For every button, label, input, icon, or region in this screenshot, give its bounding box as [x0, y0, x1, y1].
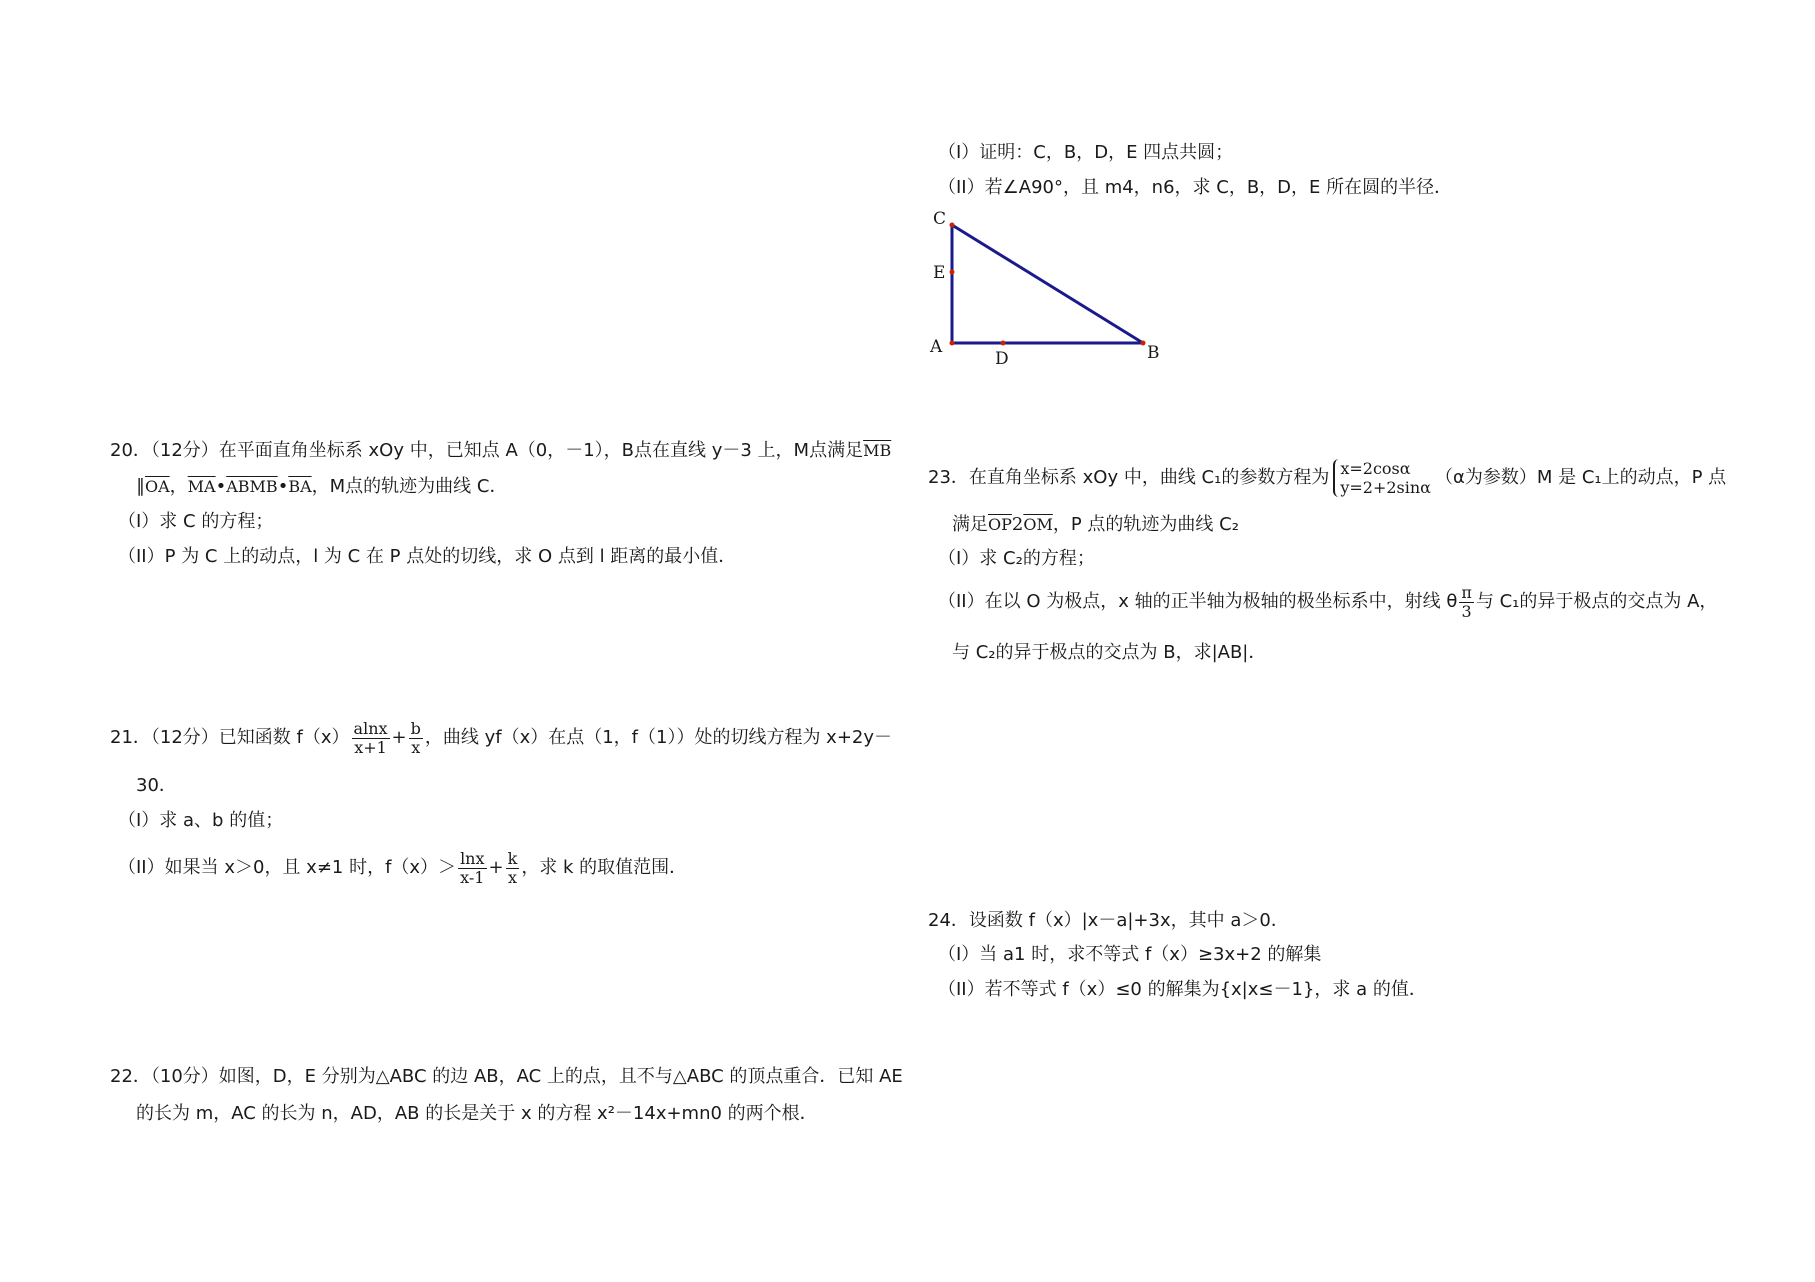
q23-part2: （II）在以 O 为极点，x 轴的正半轴为极轴的极坐标系中，射线 θ $\frac{\pi}{3}$ 与 C₁的异于极点的交点为 A，: [938, 582, 1718, 621]
vector-ab: $\overline{AB}$: [226, 477, 250, 496]
q21-part1: （I）求 a、b 的值；: [118, 810, 284, 831]
q24-line1: 24．设函数 f（x）|x－a|+3x，其中 a＞0．: [928, 910, 1289, 931]
label-a: A: [930, 337, 943, 357]
q21-part2: （II）如果当 x＞0，且 x≠1 时，f（x）＞ $\frac{\ln x}{x-1}$ + $\frac{k}{x}$ ，求 k 的取值范围．: [118, 848, 688, 887]
q20-part1: （I）求 C 的方程；: [118, 511, 274, 532]
fraction-alnx: $\frac{alnx}{x+1}$: [353, 718, 388, 757]
q20-part2: （II）P 为 C 上的动点，l 为 C 在 P 点处的切线，求 O 点到 l 距离的最小值．: [118, 546, 737, 567]
edge-cb: [952, 225, 1143, 343]
point-c: [950, 223, 955, 228]
point-a: [950, 341, 955, 346]
vector-ba: $\overline{BA}$: [288, 477, 312, 496]
q23-part1: （I）求 C₂的方程；: [938, 548, 1095, 569]
q22-part2: （II）若∠A90°，且 m4，n6，求 C，B，D，E 所在圆的半径．: [938, 177, 1453, 198]
q20-line2: $\parallel\overline{OA}$，$\overline{MA}•\overline{AB}\overline{MB}•\overline{BA}$，M点的轨迹为曲线 C．: [136, 476, 508, 497]
point-e: [950, 270, 955, 275]
vector-om: $\overline{OM}$: [1023, 515, 1053, 534]
point-b: [1141, 341, 1146, 346]
q21-line1: 21．（12分）已知函数 f（x） $\frac{alnx}{x+1}$ + $\frac{b}{x}$ ，曲线 yf（x）在点（1，f（1））处的切线方程为 x+2y－: [110, 718, 893, 757]
q22-part1: （I）证明：C，B，D，E 四点共圆；: [938, 142, 1234, 163]
label-c: C: [933, 209, 947, 229]
label-e: E: [933, 263, 946, 283]
triangle-figure: [925, 205, 1175, 370]
q22-line2: 的长为 m，AC 的长为 n，AD，AB 的长是关于 x 的方程 x²－14x+mn0 的两个根．: [136, 1103, 818, 1124]
q23-line2: 满足$\overline{OP}2\overline{OM}$，P 点的轨迹为曲线 C₂: [952, 514, 1239, 535]
q23-line1: 23．在直角坐标系 xOy 中，曲线 C₁的参数方程为 x=2cosα y=2+2sinα （α为参数）M 是 C₁上的动点，P 点: [928, 459, 1727, 497]
q22-line1: 22．（10分）如图，D，E 分别为△ABC 的边 AB，AC 上的点，且不与△ABC 的顶点重合．已知 AE: [110, 1066, 903, 1087]
q24-part1: （I）当 a1 时，求不等式 f（x）≥3x+2 的解集: [938, 944, 1322, 965]
vector-mb-2: $\overline{MB}$: [249, 477, 278, 496]
vector-mb: $\overline{MB}$: [863, 441, 892, 460]
q23-line-last: 与 C₂的异于极点的交点为 B，求|AB|．: [952, 642, 1267, 663]
triangle-edges: [952, 225, 1143, 343]
label-d: D: [995, 349, 1009, 369]
vector-oa: $\overline{OA}$: [145, 477, 170, 496]
vector-ma: $\overline{MA}$: [187, 477, 216, 496]
fraction-lnx: $\frac{\ln x}{x-1}$: [460, 848, 485, 887]
label-b: B: [1147, 343, 1160, 363]
parametric-equations: x=2cosα y=2+2sinα: [1333, 459, 1431, 497]
vector-op: $\overline{OP}$: [988, 515, 1012, 534]
point-d: [1001, 341, 1006, 346]
fraction-b: $\frac{b}{x}$: [410, 718, 421, 757]
q20-line1: 20．（12分）在平面直角坐标系 xOy 中，已知点 A（0，－1），B点在直线 y－3 上，M点满足$\overline{MB}$: [110, 440, 892, 461]
q21-line2: 30．: [136, 775, 177, 796]
fraction-pi-3: $\frac{\pi}{3}$: [1461, 582, 1472, 621]
fraction-k: $\frac{k}{x}$: [507, 848, 518, 887]
q24-part2: （II）若不等式 f（x）≤0 的解集为{x|x≤－1}，求 a 的值．: [938, 979, 1427, 1000]
